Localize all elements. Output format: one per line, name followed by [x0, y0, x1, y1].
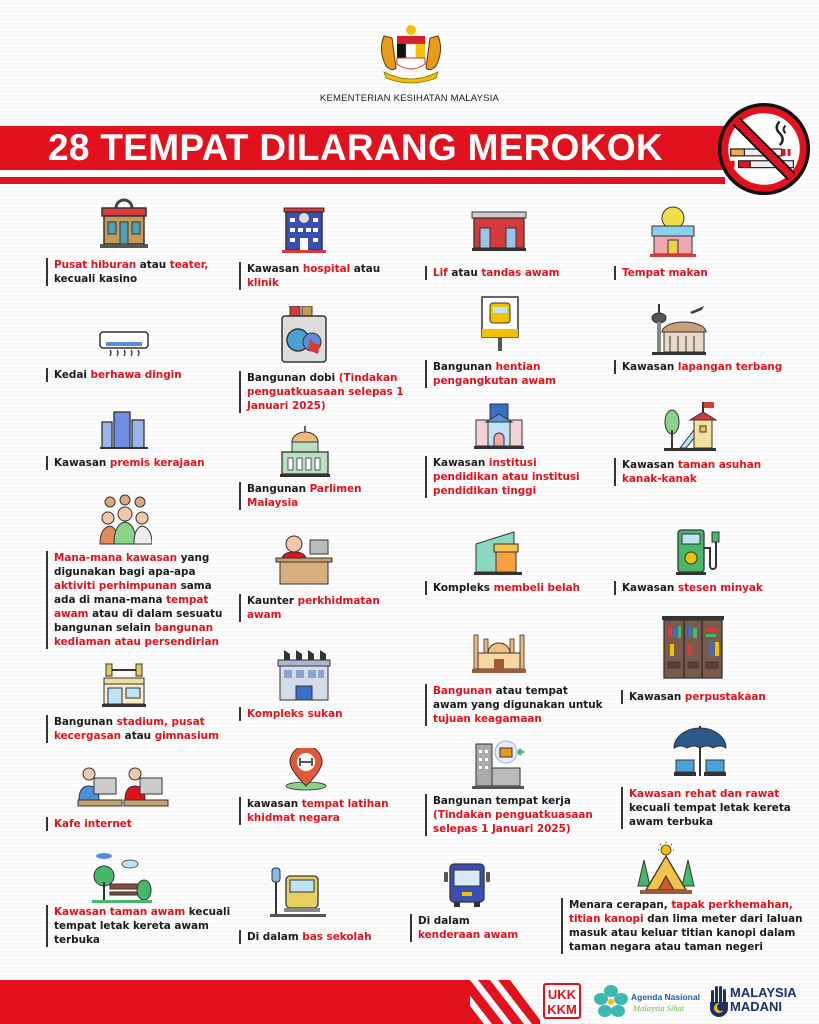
place-label: Kompleks sukan — [239, 707, 409, 721]
page-title: 28 TEMPAT DILARANG MEROKOK — [48, 127, 663, 168]
camping-tent-icon — [636, 842, 696, 896]
place-label: Bangunan atau tempat awam yang digunakan untuk tujuan keagamaan — [425, 684, 605, 726]
airport-icon — [650, 302, 708, 356]
park-bench-icon — [90, 852, 154, 904]
footer-stripes-decoration — [440, 980, 540, 1024]
place-label: Di dalam kenderaan awam — [410, 914, 530, 942]
playground-icon — [662, 400, 718, 452]
place-label: Tempat makan — [614, 266, 794, 280]
place-label: Bangunan stadium, pusat kecergasan atau gimnasium — [46, 715, 231, 743]
place-label: Kompleks membeli belah — [425, 581, 600, 595]
place-label: Kawasan hospital atau klinik — [239, 262, 399, 290]
place-label: Pusat hiburan atau teater, kecuali kasino — [46, 258, 216, 286]
place-label: Lif atau tandas awam — [425, 266, 595, 280]
place-label: Kawasan lapangan terbang — [614, 360, 794, 374]
place-label: Bangunan tempat kerja (Tindakan penguatkuasaan selepas 1 Januari 2025) — [425, 794, 605, 836]
ukk-kkm-logo: UKK KKM — [543, 983, 581, 1019]
fuel-pump-icon — [674, 528, 722, 576]
gym-building-icon — [100, 660, 148, 708]
rest-area-umbrella-icon — [672, 726, 728, 780]
laundry-machine-icon — [276, 306, 332, 364]
place-label: Kawasan perpustakaan — [621, 690, 801, 704]
air-conditioner-icon — [98, 330, 150, 360]
bus-stop-sign-icon — [480, 295, 520, 353]
malaysia-coat-of-arms-icon — [370, 22, 452, 86]
service-counter-icon — [274, 534, 334, 586]
place-label: Kafe internet — [46, 817, 226, 831]
place-label: Bangunan dobi (Tindakan penguatkuasaan selepas 1 Januari 2025) — [239, 371, 409, 413]
school-bus-icon — [270, 866, 326, 918]
place-label: Di dalam bas sekolah — [239, 930, 409, 944]
office-building-icon — [470, 738, 526, 790]
place-label: Kawasan rehat dan rawat kecuali tempat letak kereta awam terbuka — [621, 787, 811, 829]
title-underline — [0, 177, 725, 184]
sports-complex-icon — [276, 650, 332, 702]
malaysia-madani-logo: MALAYSIA MADANI — [708, 982, 813, 1020]
parliament-icon — [278, 426, 332, 478]
restaurant-icon — [648, 206, 698, 258]
public-toilet-icon — [470, 210, 528, 252]
bookshelf-icon — [660, 614, 726, 680]
place-label: Kawasan stesen minyak — [614, 581, 794, 595]
shopping-mall-icon — [472, 530, 524, 576]
crowd-icon — [98, 494, 152, 546]
place-label: Kawasan taman asuhan kanak-kanak — [614, 458, 794, 486]
entertainment-building-icon — [98, 198, 150, 250]
government-buildings-icon — [98, 408, 150, 450]
public-bus-icon — [444, 862, 490, 908]
agenda-nasional-logo: Agenda Nasional Malaysia Sihat — [593, 982, 703, 1020]
place-label: kawasan tempat latihan khidmat negara — [239, 797, 409, 825]
place-label: Mana-mana kawasan yang digunakan bagi apa-apa aktiviti perhimpunan sama ada di mana-mana tempat awam atau di dalam sesuatu bangunan selain bangunan kediaman atau persendirian — [46, 551, 231, 649]
hibiscus-icon — [593, 984, 629, 1018]
place-label: Menara cerapan, tapak perkhemahan, titian kanopi dan lima meter dari laluan masuk atau keluar titian kanopi dalam taman negara atau taman negeri — [561, 898, 811, 954]
no-smoking-icon — [715, 100, 813, 198]
place-label: Bangunan Parlimen Malaysia — [239, 482, 409, 510]
internet-cafe-icon — [76, 764, 172, 812]
footer-red-bar — [0, 980, 470, 1024]
place-label: Kawasan institusi pendidikan atau institusi pendidikan tinggi — [425, 456, 600, 498]
mosque-icon — [470, 627, 528, 675]
ministry-name: KEMENTERIAN KESIHATAN MALAYSIA — [319, 93, 500, 104]
location-pin-icon — [284, 748, 328, 792]
place-label: Kawasan taman awam kecuali tempat letak kereta awam terbuka — [46, 905, 231, 947]
place-label: Kaunter perkhidmatan awam — [239, 594, 409, 622]
hospital-icon — [280, 206, 328, 254]
place-label: Kawasan premis kerajaan — [46, 456, 226, 470]
place-label: Kedai berhawa dingin — [46, 368, 226, 382]
madani-hand-icon — [708, 984, 730, 1018]
place-label: Bangunan hentian pengangkutan awam — [425, 360, 600, 388]
university-icon — [472, 402, 526, 450]
